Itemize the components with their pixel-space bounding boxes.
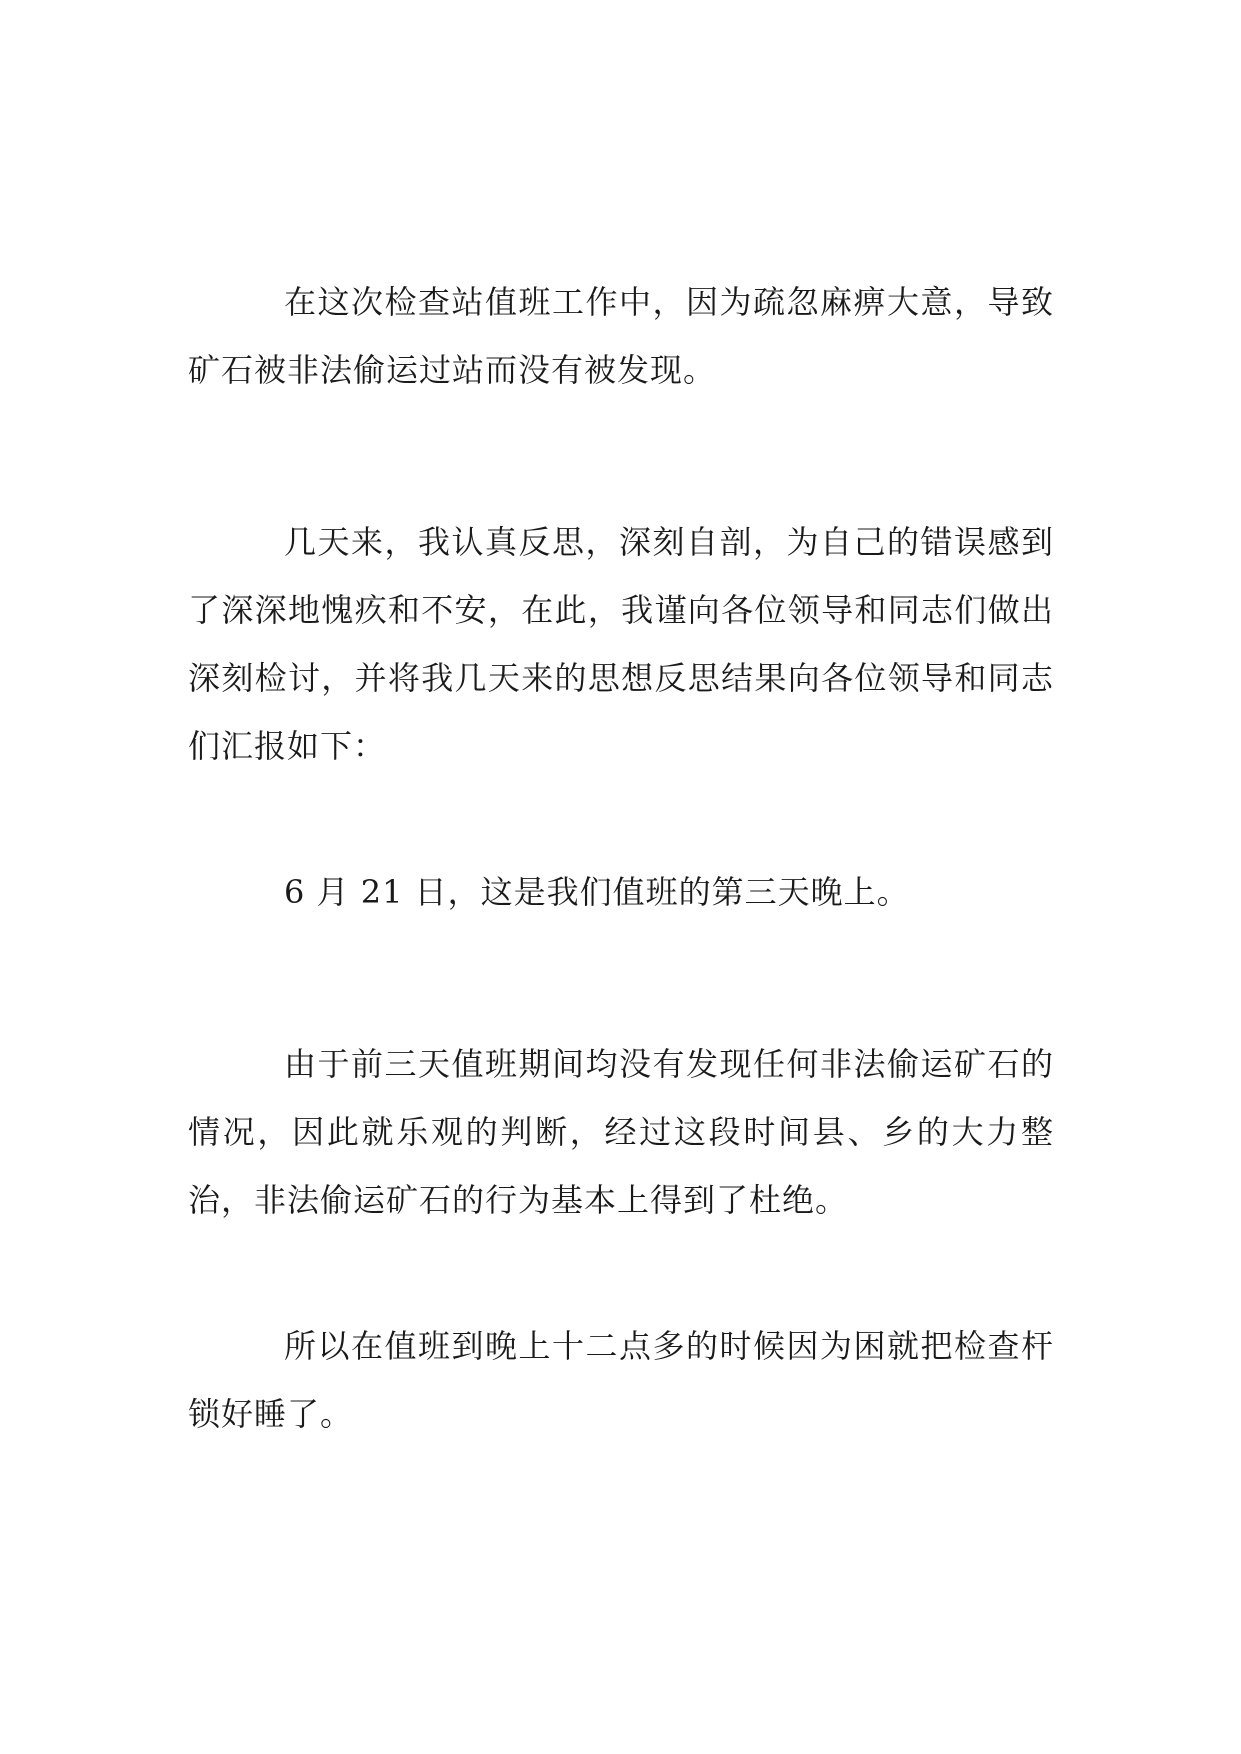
paragraph: 几天来，我认真反思，深刻自剖，为自己的错误感到了深深地愧疚和不安，在此，我谨向各位领导和同志们做出深刻检讨，并将我几天来的思想反思结果向各位领导和同志们汇报如下： [188,523,1054,765]
paragraph: 由于前三天值班期间均没有发现任何非法偷运矿石的情况，因此就乐观的判断，经过这段时间县、乡的大力整治，非法偷运矿石的行为基本上得到了杜绝。 [188,1045,1054,1219]
paragraph: 6 月 21 日，这是我们值班的第三天晚上。 [284,873,910,911]
paragraph: 所以在值班到晚上十二点多的时候因为困就把检查杆锁好睡了。 [188,1327,1054,1433]
paragraph: 在这次检查站值班工作中，因为疏忽麻痹大意，导致矿石被非法偷运过站而没有被发现。 [188,283,1054,389]
